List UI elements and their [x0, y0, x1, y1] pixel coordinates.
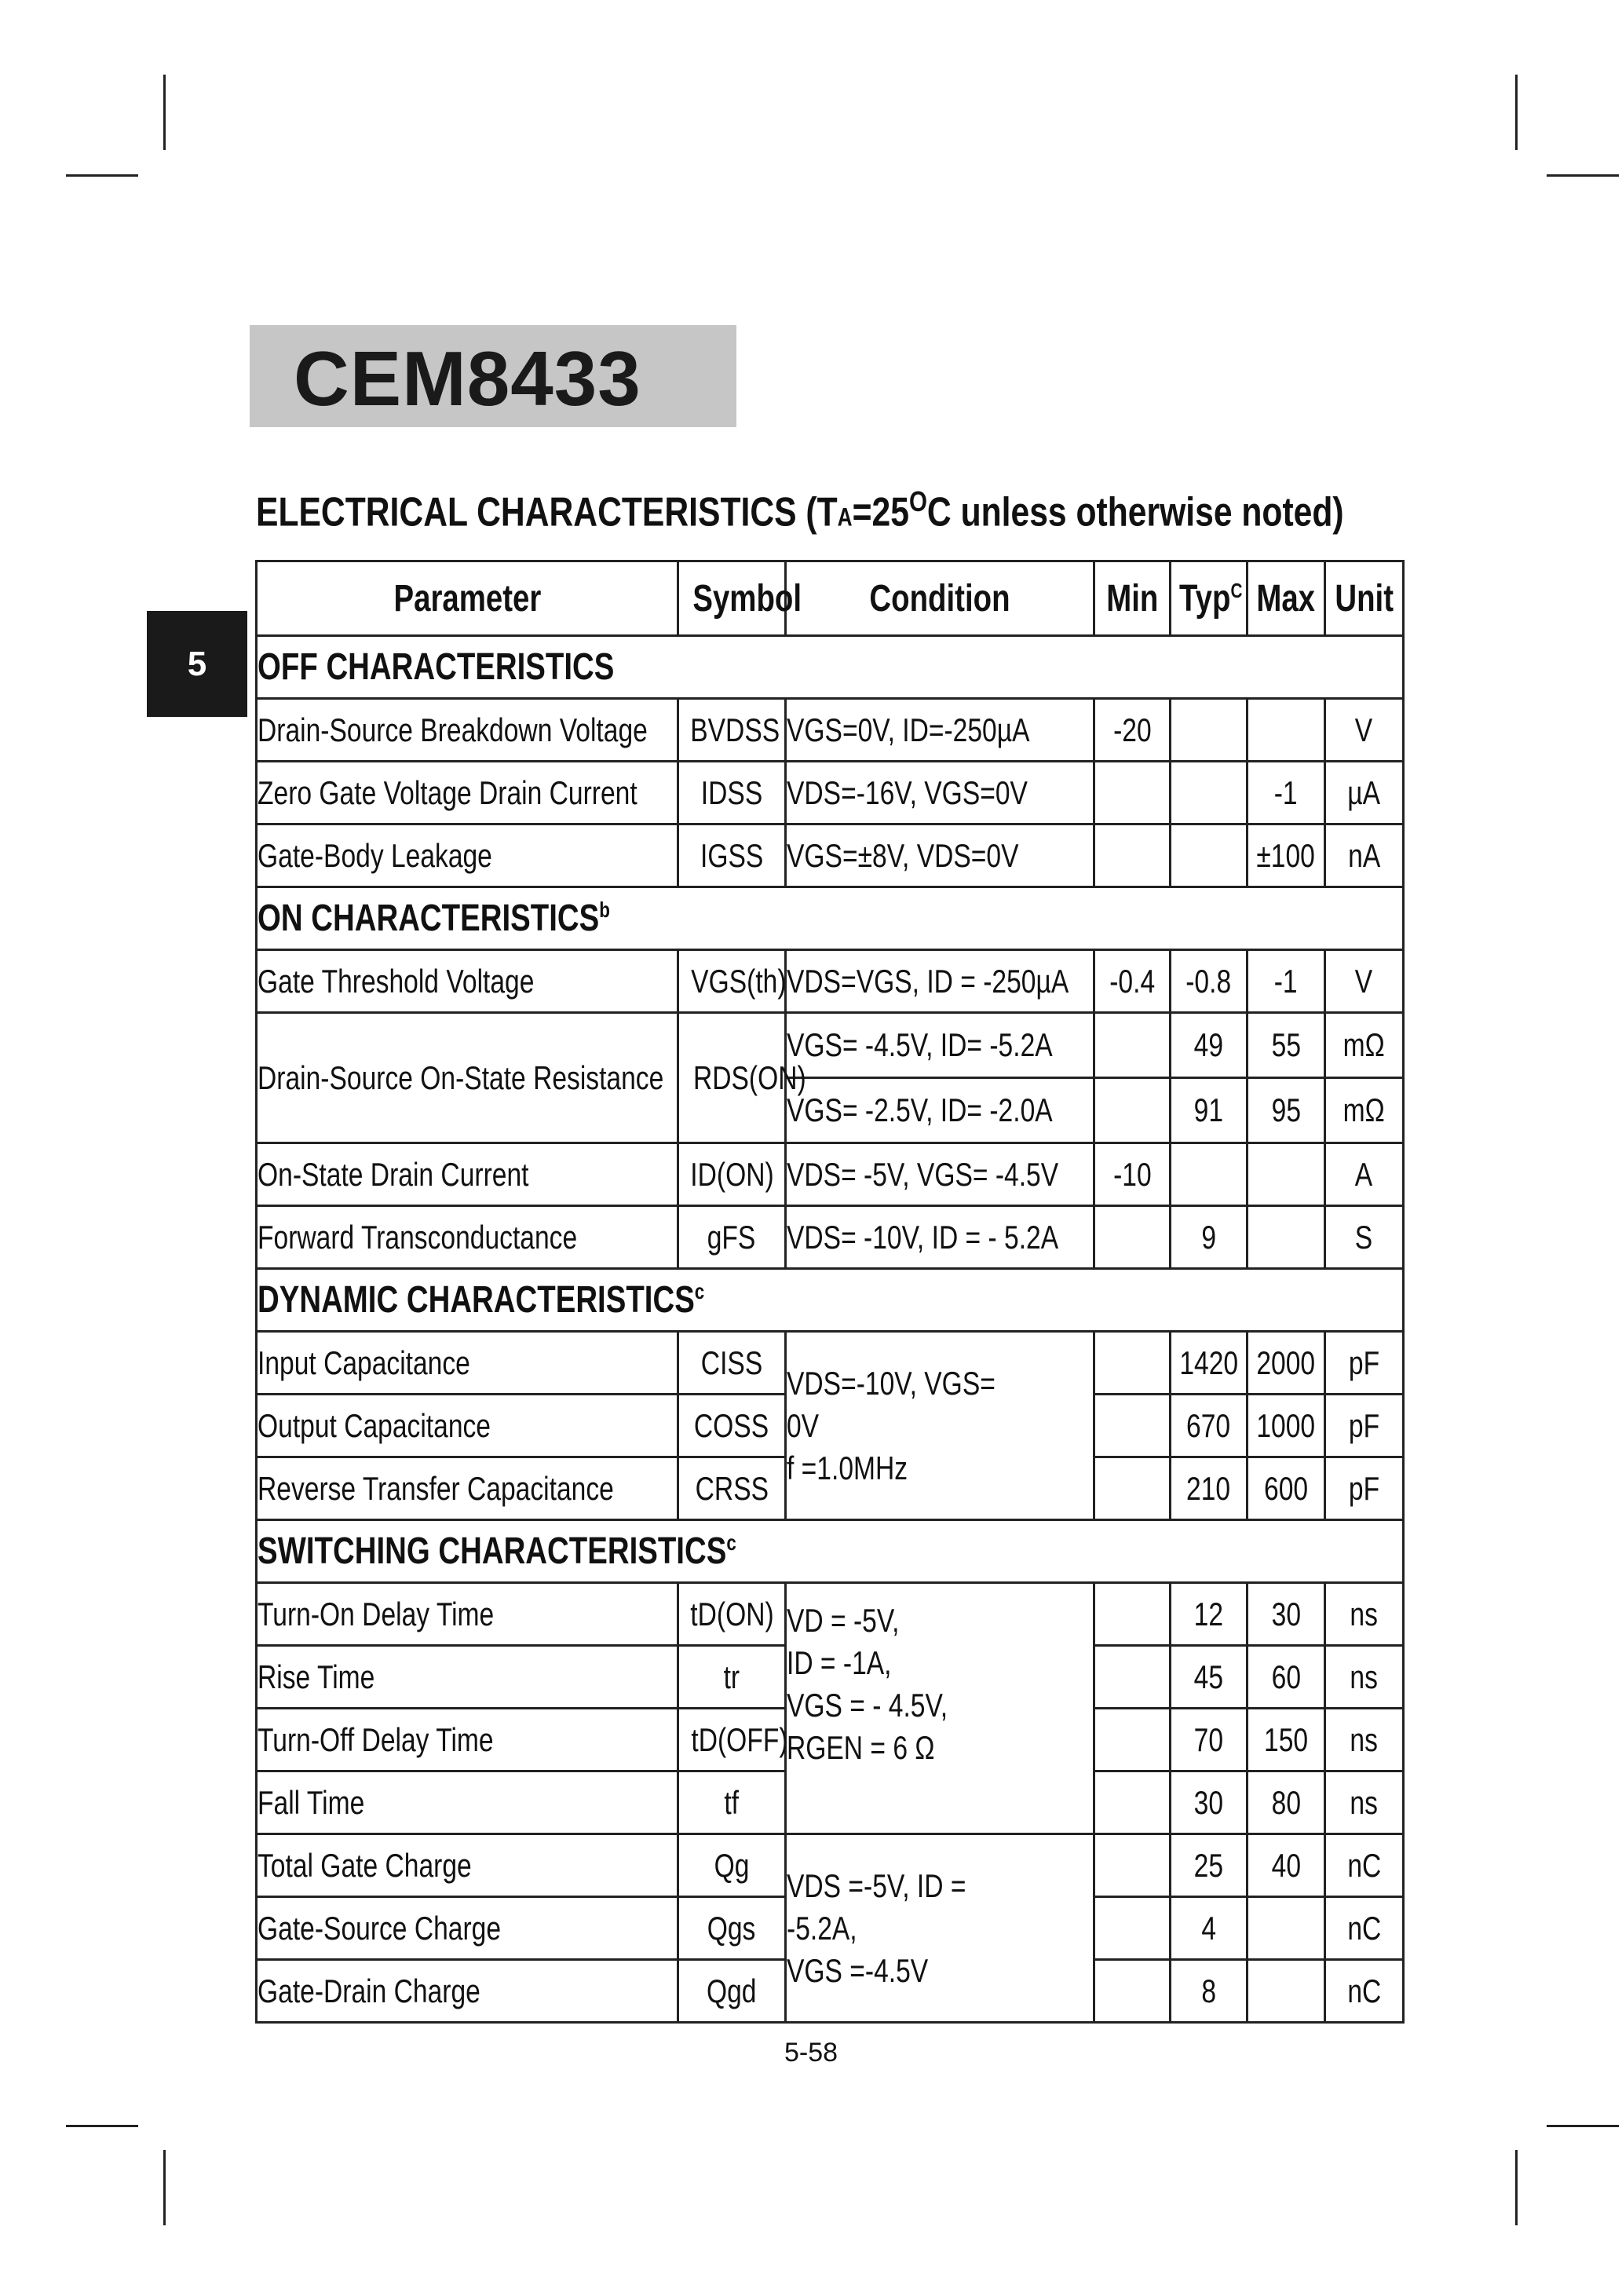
max-cell: 95 — [1248, 1078, 1325, 1143]
min-cell — [1094, 762, 1171, 824]
unit-cell: V — [1325, 699, 1404, 762]
header-unit: Unit — [1325, 561, 1404, 636]
typ-cell: 210 — [1171, 1457, 1248, 1520]
min-cell — [1094, 1395, 1171, 1457]
max-cell — [1248, 1143, 1325, 1206]
header-symbol: Symbol — [678, 561, 786, 636]
condition-cell: VDS=-10V, VGS= 0V f =1.0MHz — [786, 1332, 1094, 1520]
parameter-cell: Drain-Source Breakdown Voltage — [257, 699, 678, 762]
unit-cell: nC — [1325, 1897, 1404, 1960]
page-number: 5-58 — [784, 2038, 838, 2067]
condition-cell: VDS=-16V, VGS=0V — [786, 762, 1094, 824]
max-cell: ±100 — [1248, 824, 1325, 887]
min-cell — [1094, 1206, 1171, 1269]
section-tab-number: 5 — [187, 644, 207, 683]
heading-degree: O — [908, 485, 927, 517]
parameter-cell: Gate-Body Leakage — [257, 824, 678, 887]
min-cell — [1094, 1960, 1171, 2023]
max-cell — [1248, 1960, 1325, 2023]
max-cell — [1248, 1206, 1325, 1269]
parameter-cell: Forward Transconductance — [257, 1206, 678, 1269]
typ-cell: 45 — [1171, 1646, 1248, 1709]
min-cell — [1094, 1583, 1171, 1646]
min-cell — [1094, 1709, 1171, 1771]
typ-cell: -0.8 — [1171, 950, 1248, 1013]
typ-cell: 91 — [1171, 1078, 1248, 1143]
min-cell — [1094, 1771, 1171, 1834]
unit-cell: ns — [1325, 1709, 1404, 1771]
min-cell: -10 — [1094, 1143, 1171, 1206]
unit-cell: nA — [1325, 824, 1404, 887]
symbol-cell: tf — [678, 1771, 786, 1834]
typ-cell: 4 — [1171, 1897, 1248, 1960]
symbol-cell: gFS — [678, 1206, 786, 1269]
condition-cell: VDS =-5V, ID = -5.2A, VGS =-4.5V — [786, 1834, 1094, 2023]
unit-cell: ns — [1325, 1771, 1404, 1834]
parameter-cell: Fall Time — [257, 1771, 678, 1834]
min-cell — [1094, 1013, 1171, 1078]
header-typ-note: C — [1230, 578, 1243, 602]
typ-cell: 70 — [1171, 1709, 1248, 1771]
crop-mark-bottom-right-v — [1515, 2150, 1518, 2225]
typ-cell: 25 — [1171, 1834, 1248, 1897]
condition-cell: VGS=±8V, VDS=0V — [786, 824, 1094, 887]
parameter-cell: Gate-Source Charge — [257, 1897, 678, 1960]
unit-cell: pF — [1325, 1332, 1404, 1395]
table-row — [257, 1206, 1404, 1269]
min-cell — [1094, 1332, 1171, 1395]
header-typ: Typ$^C$ — [1171, 561, 1248, 636]
max-cell: 600 — [1248, 1457, 1325, 1520]
crop-mark-bottom-left-v — [163, 2150, 166, 2225]
min-cell — [1094, 1834, 1171, 1897]
section-heading — [256, 485, 1344, 536]
unit-cell: V — [1325, 950, 1404, 1013]
typ-cell — [1171, 762, 1248, 824]
min-cell — [1094, 1078, 1171, 1143]
condition-cell: VGS=0V, ID=-250µA — [786, 699, 1094, 762]
parameter-cell: Total Gate Charge — [257, 1834, 678, 1897]
table-row — [257, 1834, 1404, 1897]
document-title: CEM8433 — [294, 335, 641, 422]
unit-cell: mΩ — [1325, 1078, 1404, 1143]
table-row — [257, 824, 1404, 887]
max-cell: 40 — [1248, 1834, 1325, 1897]
crop-mark-top-right-v — [1515, 75, 1518, 150]
symbol-cell: BVDSS — [678, 699, 786, 762]
typ-cell: 670 — [1171, 1395, 1248, 1457]
crop-mark-bottom-right-h — [1547, 2125, 1619, 2127]
section-note: c — [694, 1279, 705, 1303]
parameter-cell: Zero Gate Voltage Drain Current — [257, 762, 678, 824]
parameter-cell: Turn-On Delay Time — [257, 1583, 678, 1646]
symbol-cell: tD(OFF) — [678, 1709, 786, 1771]
symbol-cell: RDS(ON) — [678, 1013, 786, 1143]
symbol-cell: Qgd — [678, 1960, 786, 2023]
section-note: c — [726, 1530, 736, 1555]
typ-cell: 8 — [1171, 1960, 1248, 2023]
section-label: ON CHARACTERISTICS$^b$ — [257, 887, 1404, 950]
symbol-cell: CRSS — [678, 1457, 786, 1520]
header-parameter: Parameter — [257, 561, 678, 636]
heading-tail: C unless otherwise noted) — [926, 489, 1344, 536]
section-row-on — [257, 887, 1404, 950]
section-tab — [147, 611, 247, 717]
min-cell — [1094, 1457, 1171, 1520]
min-cell — [1094, 1897, 1171, 1960]
max-cell: 2000 — [1248, 1332, 1325, 1395]
condition-cell: VDS= -10V, ID = - 5.2A — [786, 1206, 1094, 1269]
condition-cell: VDS= -5V, VGS= -4.5V — [786, 1143, 1094, 1206]
header-min: Min — [1094, 561, 1171, 636]
max-cell: -1 — [1248, 762, 1325, 824]
section-row-dynamic — [257, 1269, 1404, 1332]
heading-subscript: A — [837, 503, 853, 532]
max-cell — [1248, 1897, 1325, 1960]
typ-cell: 1420 — [1171, 1332, 1248, 1395]
section-row-off — [257, 636, 1404, 699]
header-max: Max — [1248, 561, 1325, 636]
symbol-cell: tD(ON) — [678, 1583, 786, 1646]
crop-mark-bottom-left-h — [66, 2125, 138, 2127]
crop-mark-top-right-h — [1547, 174, 1619, 177]
table-row — [257, 1143, 1404, 1206]
section-label: DYNAMIC CHARACTERISTICS$^c$ — [257, 1269, 1404, 1332]
unit-cell: nC — [1325, 1834, 1404, 1897]
symbol-cell: IDSS — [678, 762, 786, 824]
max-cell — [1248, 699, 1325, 762]
parameter-cell: Output Capacitance — [257, 1395, 678, 1457]
table-row — [257, 699, 1404, 762]
condition-cell: VDS=VGS, ID = -250µA — [786, 950, 1094, 1013]
typ-cell — [1171, 1143, 1248, 1206]
typ-cell — [1171, 824, 1248, 887]
table-row — [257, 762, 1404, 824]
parameter-cell: Rise Time — [257, 1646, 678, 1709]
symbol-cell: COSS — [678, 1395, 786, 1457]
symbol-cell: Qgs — [678, 1897, 786, 1960]
crop-mark-top-left-h — [66, 174, 138, 177]
max-cell: 80 — [1248, 1771, 1325, 1834]
symbol-cell: ID(ON) — [678, 1143, 786, 1206]
table-row — [257, 1583, 1404, 1646]
parameter-cell: Gate Threshold Voltage — [257, 950, 678, 1013]
unit-cell: pF — [1325, 1395, 1404, 1457]
condition-cell: VGS= -2.5V, ID= -2.0A — [786, 1078, 1094, 1143]
symbol-cell: tr — [678, 1646, 786, 1709]
parameter-cell: Reverse Transfer Capacitance — [257, 1457, 678, 1520]
unit-cell: nC — [1325, 1960, 1404, 2023]
symbol-cell: IGSS — [678, 824, 786, 887]
typ-cell: 49 — [1171, 1013, 1248, 1078]
table-row — [257, 1013, 1404, 1078]
parameter-cell: Turn-Off Delay Time — [257, 1709, 678, 1771]
typ-cell — [1171, 699, 1248, 762]
section-label: SWITCHING CHARACTERISTICS$^c$ — [257, 1520, 1404, 1583]
section-label: OFF CHARACTERISTICS — [257, 636, 1404, 699]
table-row — [257, 950, 1404, 1013]
unit-cell: mΩ — [1325, 1013, 1404, 1078]
parameter-cell: Gate-Drain Charge — [257, 1960, 678, 2023]
parameter-cell: Input Capacitance — [257, 1332, 678, 1395]
crop-mark-top-left-v — [163, 75, 166, 150]
title-banner — [250, 325, 736, 427]
max-cell: 30 — [1248, 1583, 1325, 1646]
min-cell: -0.4 — [1094, 950, 1171, 1013]
section-row-switching — [257, 1520, 1404, 1583]
max-cell: 60 — [1248, 1646, 1325, 1709]
max-cell: -1 — [1248, 950, 1325, 1013]
unit-cell: µA — [1325, 762, 1404, 824]
max-cell: 55 — [1248, 1013, 1325, 1078]
symbol-cell: CISS — [678, 1332, 786, 1395]
max-cell: 1000 — [1248, 1395, 1325, 1457]
section-note: b — [599, 898, 610, 922]
symbol-cell: VGS(th) — [678, 950, 786, 1013]
typ-cell: 30 — [1171, 1771, 1248, 1834]
heading-temp: =25 — [852, 489, 909, 536]
condition-cell: VGS= -4.5V, ID= -5.2A — [786, 1013, 1094, 1078]
table-header-row — [257, 561, 1404, 636]
heading-main: ELECTRICAL CHARACTERISTICS (T — [256, 489, 838, 536]
min-cell: -20 — [1094, 699, 1171, 762]
parameter-cell: On-State Drain Current — [257, 1143, 678, 1206]
min-cell — [1094, 1646, 1171, 1709]
typ-cell: 9 — [1171, 1206, 1248, 1269]
electrical-characteristics-table — [255, 560, 1405, 2024]
unit-cell: ns — [1325, 1583, 1404, 1646]
unit-cell: A — [1325, 1143, 1404, 1206]
symbol-cell: Qg — [678, 1834, 786, 1897]
unit-cell: pF — [1325, 1457, 1404, 1520]
typ-cell: 12 — [1171, 1583, 1248, 1646]
header-condition: Condition — [786, 561, 1094, 636]
condition-cell: VD = -5V, ID = -1A, VGS = - 4.5V, RGEN = 6 Ω — [786, 1583, 1094, 1834]
unit-cell: S — [1325, 1206, 1404, 1269]
table-row — [257, 1332, 1404, 1395]
min-cell — [1094, 824, 1171, 887]
unit-cell: ns — [1325, 1646, 1404, 1709]
parameter-cell: Drain-Source On-State Resistance — [257, 1013, 678, 1143]
max-cell: 150 — [1248, 1709, 1325, 1771]
